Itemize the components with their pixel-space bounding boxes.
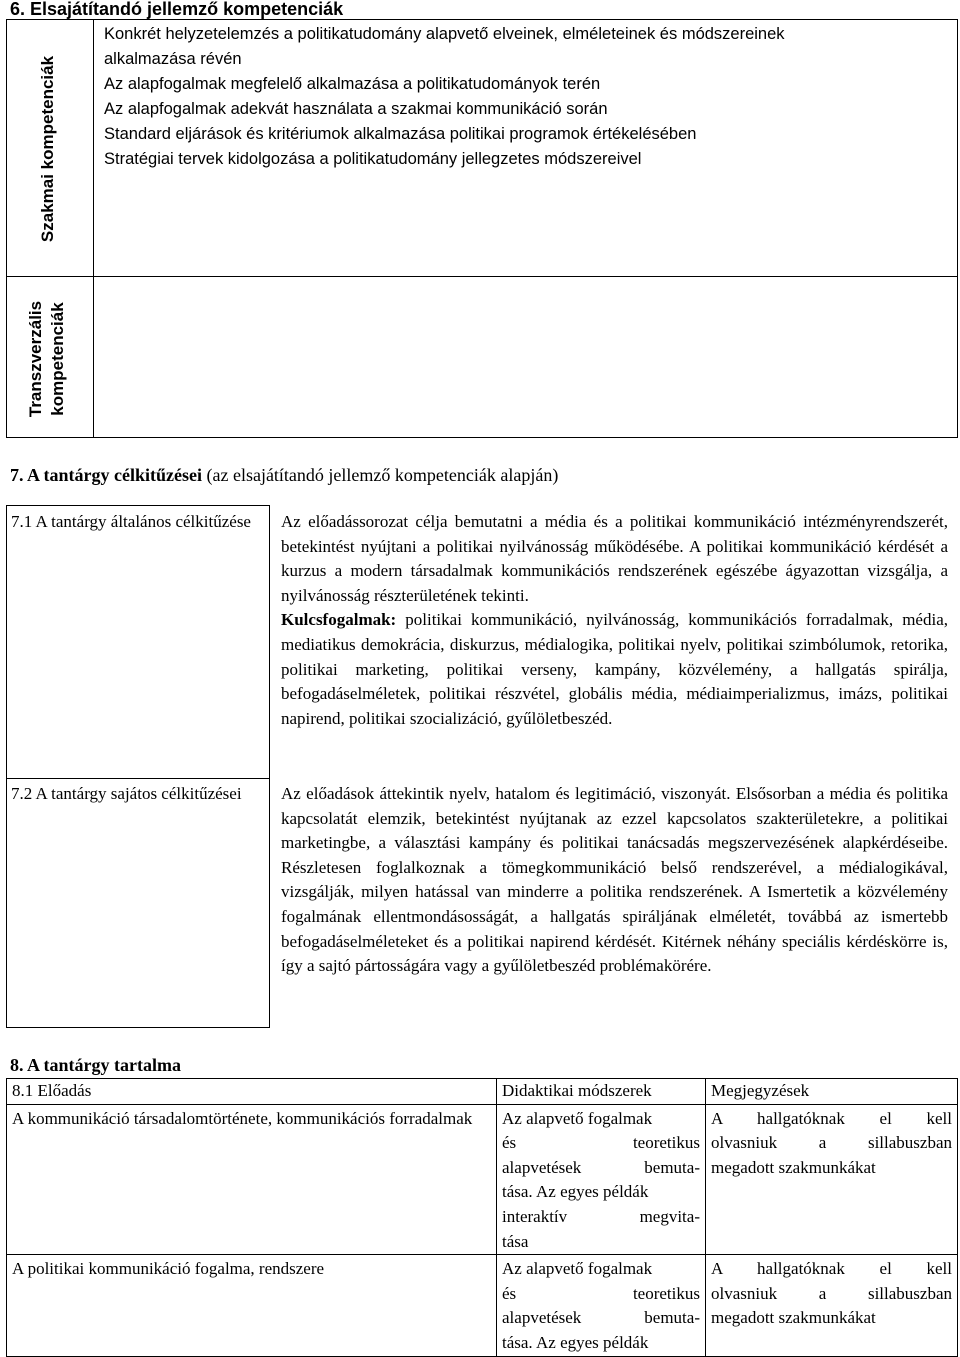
method-cell: Az alapvető fogalmak és teoretikus alapvetések bemuta- tása. Az egyes példák interaktív megvita- tása (497, 1104, 706, 1255)
section7-heading: 7. A tantárgy célkitűzései (az elsajátítandó jellemző kompetenciák alapján) (10, 465, 559, 485)
table-row (7, 1104, 958, 1255)
szakmai-item: Standard eljárások és kritériumok alkalmazása politikai programok értékelésében (104, 125, 697, 143)
szakmai-item: Az alapfogalmak megfelelő alkalmazása a politikatudományok terén (104, 75, 601, 93)
section8-heading: 8. A tantárgy tartalma (10, 1055, 181, 1075)
section6-heading: 6. Elsajátítandó jellemző kompetenciák (10, 0, 344, 19)
content-table (6, 1078, 958, 1357)
general-objective-label: 7.1 A tantárgy általános célkitűzése (11, 512, 251, 531)
szakmai-item: alkalmazása révén (104, 50, 242, 68)
keywords-label: Kulcsfogalmak: (281, 610, 397, 630)
col-header-megjegyzesek: Megjegyzések (706, 1079, 958, 1105)
keywords-text: politikai kommunikáció, nyilvánosság, kommunikációs forradalmak, média, mediatikus demokrácia, diskurzus, médialogika, politikai nyelv, politikai szimbólumok, retorika, politikai marketing, politikai verseny, kampány, közvélemény, a hallgatás spirálja, befogadáselméletek, politikai részvétel, globális média, médiaimperializmus, imázs, politikai napirend, politikai szocializáció, gyűlöletbeszéd. (281, 610, 948, 728)
szakmai-items (104, 22, 950, 172)
szakmai-item: Stratégiai tervek kidolgozása a politikatudomány jellegzetes módszereivel (104, 150, 642, 168)
transzverzalis-label-line1: Transzverzális (26, 300, 45, 418)
col-header-didaktikai: Didaktikai módszerek (497, 1079, 706, 1105)
col-header-eloadas: 8.1 Előadás (7, 1079, 497, 1105)
szakmai-item: Konkrét helyzetelemzés a politikatudomány alapvető elveinek, elméleteinek és módszereinek (104, 25, 785, 43)
szakmai-kompetenciak-label: Szakmai kompetenciák (38, 55, 57, 243)
specific-objective-label: 7.2 A tantárgy sajátos célkitűzései (11, 784, 242, 803)
method-cell: Az alapvető fogalmak és teoretikus alapvetések bemuta- tása. Az egyes példák (497, 1255, 706, 1356)
note-cell: A hallgatóknak el kell olvasniuk a sillabuszban megadott szakmunkákat (706, 1104, 958, 1255)
table-header-row (7, 1079, 958, 1105)
topic-cell: A politikai kommunikáció fogalma, rendszere (7, 1255, 497, 1356)
transzverzalis-label-line2: kompetenciák (48, 302, 67, 416)
szakmai-item: Az alapfogalmak adekvát használata a szakmai kommunikáció során (104, 100, 608, 118)
specific-objective-text: Az előadások áttekintik nyelv, hatalom és legitimáció, viszonyát. Elsősorban a média és politika kapcsolatát elemzik, betekintést nyújtanak az ezzel kapcsolatos szakterületekre, a politikai marketingbe, a választási kampány és politikai tanácsadás megszervezésének alapkérdéseibe. Részletesen foglalkoznak a tömegkommunikáció belső rendszerével, a médialogikával, vizsgálják, milyen hatással van minderre a politika rendszerének. A Ismertetik a közvélemény fogalmának ellentmondásosságát, a hallgatás spiráljának elméletét, továbbá az ismertebb befogadáselméleteket és a politikai napirend kérdését. Kitérnek néhány speciális kérdéskörre is, így a sajtó pártosságára vagy a gyűlöletbeszéd problémakörére. (281, 784, 948, 976)
table-row (7, 1255, 958, 1356)
note-cell: A hallgatóknak el kell olvasniuk a sillabuszban megadott szakmunkákat (706, 1255, 958, 1356)
topic-cell: A kommunikáció társadalomtörténete, kommunikációs forradalmak (7, 1104, 497, 1255)
general-objective-text: Az előadássorozat célja bemutatni a média és a politikai kommunikáció intézményrendszerét, betekintést nyújtani a politikai nyilvánosság működésébe. A politikai kommunikáció kérdését a kurzus a modern társadalmak kommunikációs rendszerének egészébe ágyazottan vizsgálja, a nyilvánosság részterületének tekinti. Kulcsfogalmak: politikai kommunikáció, nyilvánosság, kommunikációs forradalmak, média, mediatikus demokrácia, diskurzus, médialogika, politikai nyelv, politikai szimbólumok, retorika, politikai marketing, politikai verseny, kampány, közvélemény, a hallgatás spirálja, befogadáselméletek, politikai részvétel, globális média, médiaimperializmus, imázs, politikai napirend, politikai szocializáció, gyűlöletbeszéd. (281, 512, 948, 728)
